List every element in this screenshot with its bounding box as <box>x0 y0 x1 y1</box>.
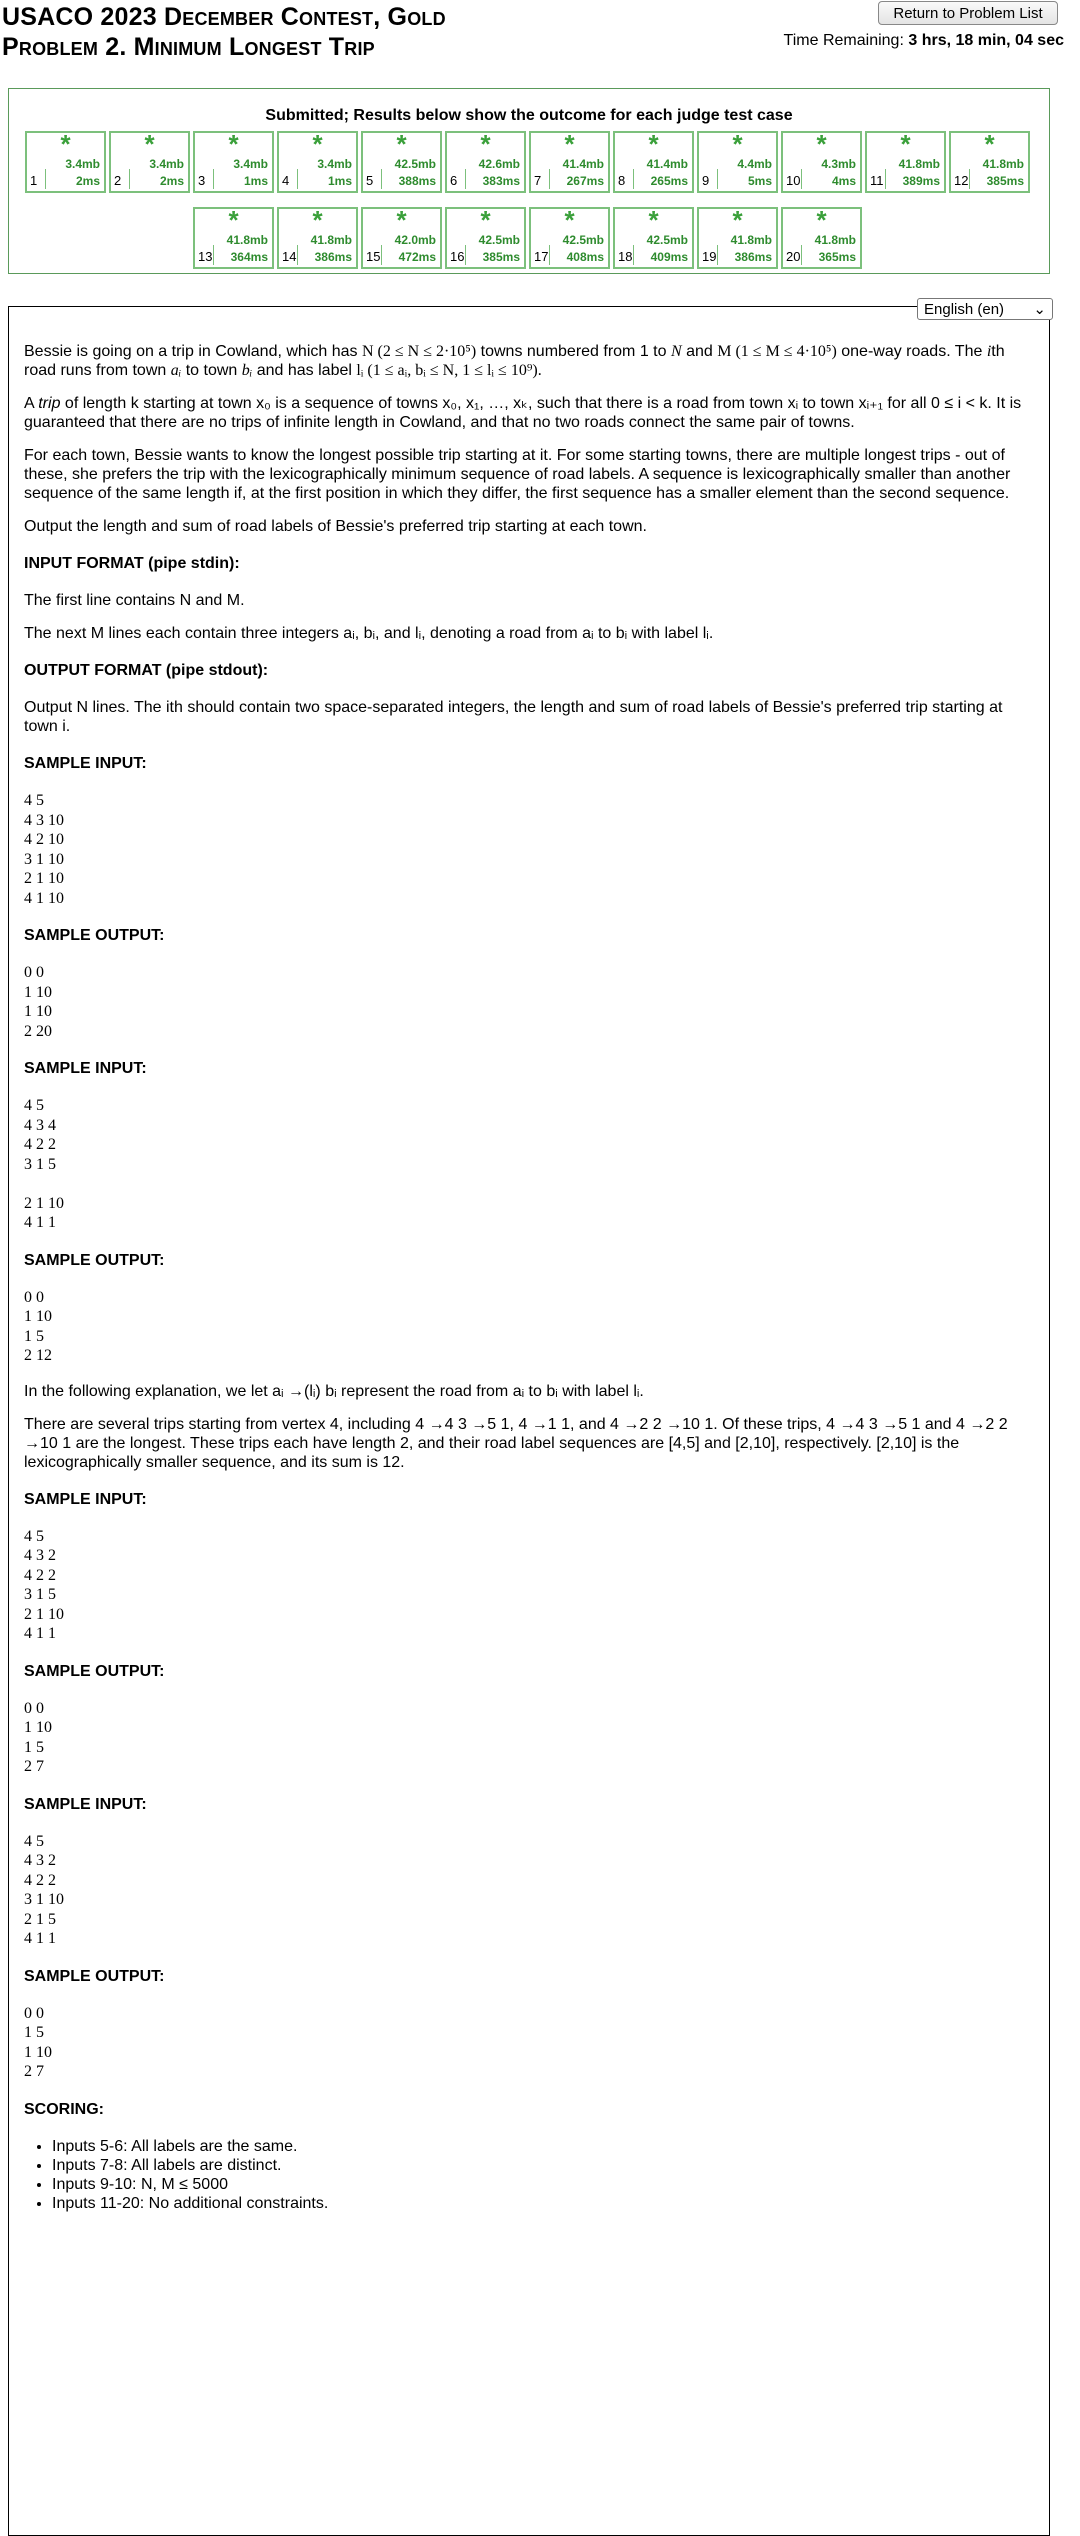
test-case-memory: 41.8mb <box>898 157 940 171</box>
time-remaining <box>784 32 1064 50</box>
test-case-time: 5ms <box>747 174 772 188</box>
test-case-number: 15 <box>366 249 381 264</box>
test-case-6 <box>445 131 526 193</box>
paragraph-intro: Bessie is going on a trip in Cowland, which has N (2 ≤ N ≤ 2·10⁵) towns numbered from 1 to N and M (1 ≤ M ≤ 4·10⁵) one-way roads. The ith road runs from town aᵢ to town bᵢ and has label lᵢ (1 ≤ aᵢ, bᵢ ≤ N, 1 ≤ lᵢ ≤ 10⁹). <box>24 343 1005 379</box>
test-case-time: 2ms <box>75 174 100 188</box>
test-case-time: 385ms <box>482 250 520 264</box>
test-case-time: 385ms <box>986 174 1024 188</box>
test-case-memory: 42.6mb <box>478 157 520 171</box>
test-case-time: 386ms <box>734 250 772 264</box>
star-icon: * <box>396 129 407 159</box>
test-case-memory: 41.8mb <box>310 233 352 247</box>
test-case-10 <box>781 131 862 193</box>
star-icon: * <box>228 129 239 159</box>
test-case-time: 388ms <box>398 174 436 188</box>
time-remaining-value: 3 hrs, 18 min, 04 sec <box>908 32 1064 49</box>
language-select[interactable] <box>917 298 1053 320</box>
test-case-number: 7 <box>534 173 542 188</box>
test-case-number: 20 <box>786 249 801 264</box>
test-case-number: 8 <box>618 173 626 188</box>
star-icon: * <box>732 129 743 159</box>
test-case-1 <box>25 131 106 193</box>
sample-input-heading-3: SAMPLE INPUT: <box>24 1490 147 1508</box>
divider <box>885 169 886 189</box>
divider <box>465 245 466 265</box>
star-icon: * <box>816 205 827 235</box>
test-case-19 <box>697 207 778 269</box>
test-case-time: 2ms <box>159 174 184 188</box>
test-case-time: 383ms <box>482 174 520 188</box>
test-case-memory: 3.4mb <box>149 157 184 171</box>
test-case-memory: 41.8mb <box>982 157 1024 171</box>
page-title <box>2 2 446 62</box>
test-case-3 <box>193 131 274 193</box>
star-icon: * <box>648 129 659 159</box>
test-case-memory: 41.4mb <box>646 157 688 171</box>
contest-title: USACO 2023 December Contest, Gold <box>2 3 446 31</box>
sample-output-2: 0 0 1 10 1 5 2 12 <box>24 1288 52 1364</box>
explanation-notation: In the following explanation, we let aᵢ →(lᵢ) bᵢ represent the road from aᵢ to bᵢ with label lᵢ. <box>24 1382 644 1400</box>
test-case-number: 1 <box>30 173 38 188</box>
test-case-number: 13 <box>198 249 213 264</box>
sample-output-heading-2: SAMPLE OUTPUT: <box>24 1251 165 1269</box>
star-icon: * <box>816 129 827 159</box>
chevron-down-icon: ⌄ <box>1033 301 1046 318</box>
test-case-memory: 42.0mb <box>394 233 436 247</box>
paragraph-output-summary: Output the length and sum of road labels of Bessie's preferred trip starting at each town. <box>24 518 647 535</box>
test-case-time: 1ms <box>327 174 352 188</box>
test-case-memory: 42.5mb <box>646 233 688 247</box>
sample-input-3: 4 5 4 3 2 4 2 2 3 1 5 2 1 10 4 1 1 <box>24 1527 64 1642</box>
test-case-5 <box>361 131 442 193</box>
star-icon: * <box>480 129 491 159</box>
test-case-time: 472ms <box>398 250 436 264</box>
sample-input-1: 4 5 4 3 10 4 2 10 3 1 10 2 1 10 4 1 10 <box>24 792 64 907</box>
test-case-memory: 3.4mb <box>65 157 100 171</box>
scoring-item: • Inputs 7-8: All labels are distinct. <box>52 2156 1034 2175</box>
test-case-memory: 42.5mb <box>562 233 604 247</box>
test-case-memory: 42.5mb <box>478 233 520 247</box>
test-case-number: 17 <box>534 249 549 264</box>
divider <box>465 169 466 189</box>
star-icon: * <box>228 205 239 235</box>
star-icon: * <box>312 205 323 235</box>
test-case-time: 409ms <box>650 250 688 264</box>
test-case-time: 408ms <box>566 250 604 264</box>
test-case-number: 16 <box>450 249 465 264</box>
test-case-time: 364ms <box>230 250 268 264</box>
sample-input-2: 4 5 4 3 4 4 2 2 3 1 5 2 1 10 4 1 1 <box>24 1097 64 1231</box>
test-case-17 <box>529 207 610 269</box>
test-case-18 <box>613 207 694 269</box>
divider <box>549 245 550 265</box>
input-format-heading: INPUT FORMAT (pipe stdin): <box>24 555 240 572</box>
problem-title: Problem 2. Minimum Longest Trip <box>2 33 375 61</box>
test-case-memory: 3.4mb <box>317 157 352 171</box>
divider <box>717 245 718 265</box>
paragraph-trip-definition: A trip of length k starting at town x₀ is a sequence of towns x₀, x₁, …, xₖ, such that there is a road from town xᵢ to town xᵢ₊₁ for all 0 ≤ i < k. It is guaranteed that there are no trips of infinite length in Cowland, and that no two roads connect the same pair of towns. <box>24 395 1022 431</box>
test-case-row-2 <box>193 207 862 269</box>
test-case-13 <box>193 207 274 269</box>
test-case-number: 14 <box>282 249 297 264</box>
results-heading: Submitted; Results below show the outcome for each judge test case <box>265 107 793 124</box>
problem-content <box>24 342 1034 2213</box>
star-icon: * <box>480 205 491 235</box>
star-icon: * <box>60 129 71 159</box>
sample-output-4: 0 0 1 5 1 10 2 7 <box>24 2004 52 2080</box>
test-case-row-1 <box>25 131 1030 193</box>
divider <box>45 169 46 189</box>
test-case-memory: 4.4mb <box>737 157 772 171</box>
star-icon: * <box>984 129 995 159</box>
return-to-problem-list-button[interactable]: Return to Problem List <box>878 1 1058 25</box>
output-format-line: Output N lines. The ith should contain two space-separated integers, the length and sum of road labels of Bessie's preferred trip starting at town i. <box>24 699 1003 735</box>
divider <box>297 245 298 265</box>
test-case-memory: 4.3mb <box>821 157 856 171</box>
test-case-number: 5 <box>366 173 374 188</box>
test-case-time: 365ms <box>818 250 856 264</box>
input-format-line-1: The first line contains N and M. <box>24 592 245 609</box>
test-case-12 <box>949 131 1030 193</box>
divider <box>633 245 634 265</box>
test-case-number: 18 <box>618 249 633 264</box>
sample-input-heading-2: SAMPLE INPUT: <box>24 1060 147 1077</box>
divider <box>801 169 802 189</box>
test-case-time: 1ms <box>243 174 268 188</box>
language-selected: English (en) <box>924 300 1005 318</box>
test-case-time: 386ms <box>314 250 352 264</box>
divider <box>213 169 214 189</box>
test-case-number: 19 <box>702 249 717 264</box>
divider <box>129 169 130 189</box>
test-case-time: 389ms <box>902 174 940 188</box>
star-icon: * <box>732 205 743 235</box>
test-case-15 <box>361 207 442 269</box>
test-case-16 <box>445 207 526 269</box>
test-case-number: 11 <box>870 173 884 188</box>
divider <box>969 169 970 189</box>
scoring-item: • Inputs 5-6: All labels are the same. <box>52 2137 1034 2156</box>
scoring-heading: SCORING: <box>24 2100 104 2118</box>
output-format-heading: OUTPUT FORMAT (pipe stdout): <box>24 662 269 679</box>
test-case-number: 6 <box>450 173 458 188</box>
test-case-8 <box>613 131 694 193</box>
test-case-time: 265ms <box>650 174 688 188</box>
star-icon: * <box>312 129 323 159</box>
test-case-20 <box>781 207 862 269</box>
test-case-time: 4ms <box>831 174 856 188</box>
divider <box>297 169 298 189</box>
divider <box>381 245 382 265</box>
sample-input-heading-4: SAMPLE INPUT: <box>24 1795 147 1813</box>
star-icon: * <box>900 129 911 159</box>
test-case-11 <box>865 131 946 193</box>
divider <box>633 169 634 189</box>
paragraph-lexicographic: For each town, Bessie wants to know the longest possible trip starting at it. For some starting towns, there are multiple longest trips - out of these, she prefers the trip with the lexicographically minimum sequence of road labels. A sequence is lexicographically smaller than another sequence of the same length if, at the first position in which they differ, the first sequence has a smaller element than the second sequence. <box>24 447 1011 502</box>
sample-output-heading-3: SAMPLE OUTPUT: <box>24 1662 165 1680</box>
test-case-memory: 41.8mb <box>226 233 268 247</box>
scoring-list <box>24 2137 1034 2213</box>
test-case-14 <box>277 207 358 269</box>
time-remaining-label: Time Remaining: <box>783 32 904 49</box>
star-icon: * <box>648 205 659 235</box>
test-case-memory: 42.5mb <box>394 157 436 171</box>
explanation-sample-2: There are several trips starting from vertex 4, including 4 →4 3 →5 1, 4 →1 1, and 4 →2 2 →10 1. Of these trips, 4 →4 3 →5 1 and 4 →2 2 →10 1 are the longest. These trips each have length 2, and their road label sequences are [4,5] and [2,10], respectively. [2,10] is the lexicographically smaller sequence, and its sum is 12. <box>24 1415 1008 1471</box>
test-case-memory: 41.4mb <box>562 157 604 171</box>
star-icon: * <box>564 205 575 235</box>
test-case-number: 12 <box>954 173 969 188</box>
divider <box>381 169 382 189</box>
test-case-memory: 41.8mb <box>814 233 856 247</box>
sample-output-heading-4: SAMPLE OUTPUT: <box>24 1967 165 1985</box>
test-case-number: 10 <box>786 173 801 188</box>
sample-input-heading-1: SAMPLE INPUT: <box>24 755 147 772</box>
test-case-memory: 41.8mb <box>730 233 772 247</box>
input-format-line-2: The next M lines each contain three integers aᵢ, bᵢ, and lᵢ, denoting a road from aᵢ to bᵢ with label lᵢ. <box>24 625 714 642</box>
test-case-number: 2 <box>114 173 122 188</box>
test-case-time: 267ms <box>566 174 604 188</box>
test-case-number: 4 <box>282 173 290 188</box>
test-case-9 <box>697 131 778 193</box>
star-icon: * <box>396 205 407 235</box>
test-case-number: 3 <box>198 173 206 188</box>
test-case-4 <box>277 131 358 193</box>
star-icon: * <box>564 129 575 159</box>
divider <box>717 169 718 189</box>
sample-output-1: 0 0 1 10 1 10 2 20 <box>24 964 52 1040</box>
sample-input-4: 4 5 4 3 2 4 2 2 3 1 10 2 1 5 4 1 1 <box>24 1832 64 1947</box>
divider <box>801 245 802 265</box>
divider <box>213 245 214 265</box>
test-case-number: 9 <box>702 173 710 188</box>
test-case-7 <box>529 131 610 193</box>
divider <box>549 169 550 189</box>
scoring-item: • Inputs 9-10: N, M ≤ 5000 <box>52 2175 1034 2194</box>
results-panel <box>8 88 1050 274</box>
sample-output-heading-1: SAMPLE OUTPUT: <box>24 927 165 944</box>
star-icon: * <box>144 129 155 159</box>
scoring-item: • Inputs 11-20: No additional constraints. <box>52 2194 1034 2213</box>
test-case-memory: 3.4mb <box>233 157 268 171</box>
test-case-2 <box>109 131 190 193</box>
sample-output-3: 0 0 1 10 1 5 2 7 <box>24 1699 52 1775</box>
